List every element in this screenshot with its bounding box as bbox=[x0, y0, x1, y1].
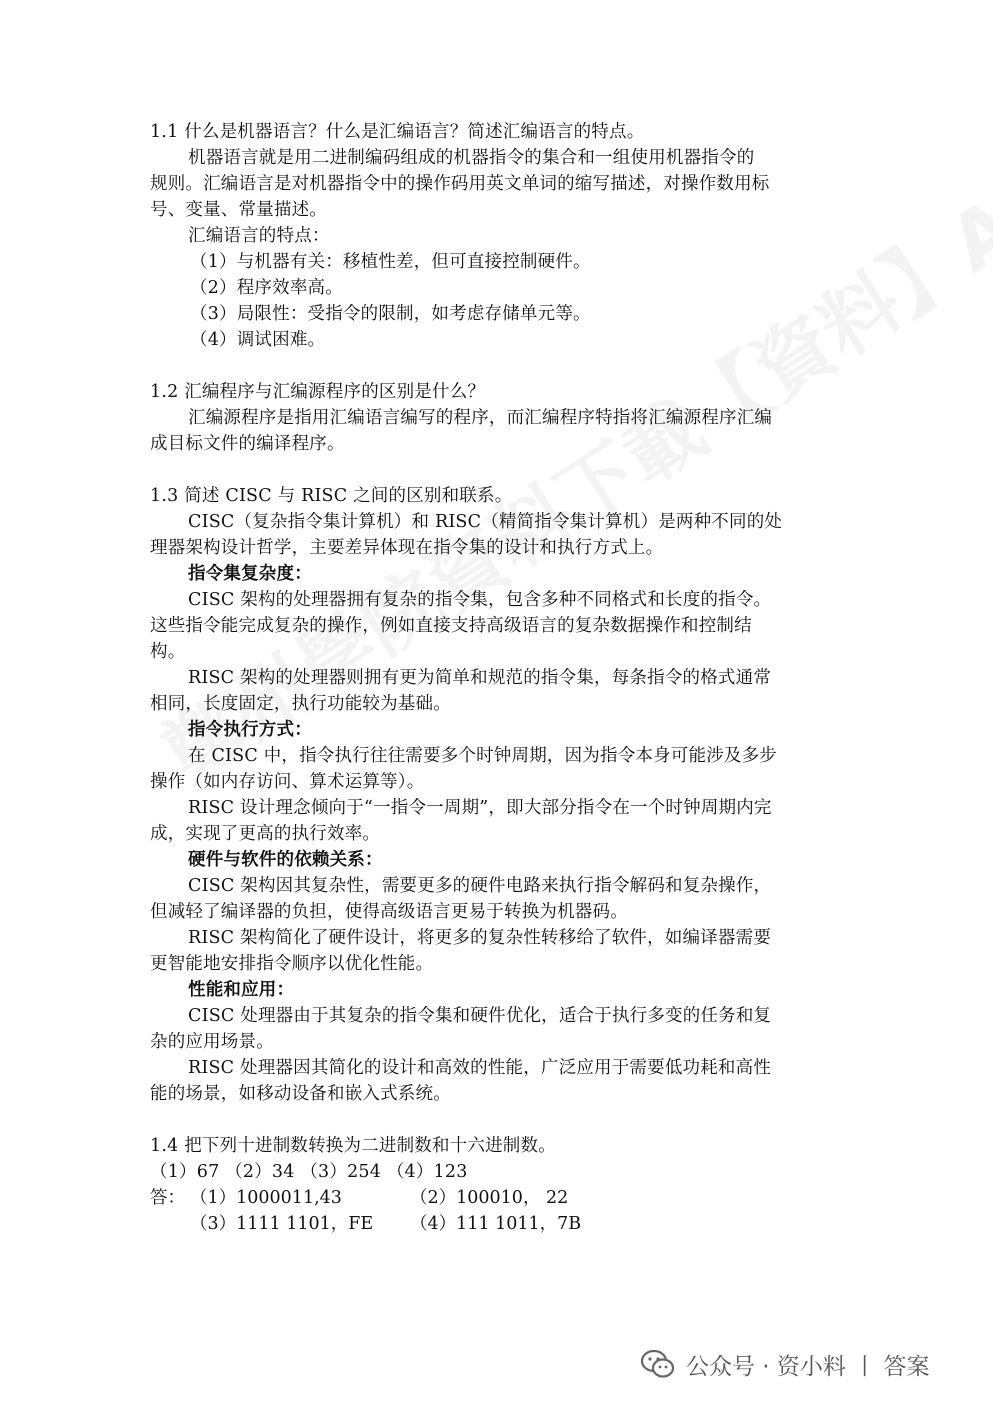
footer-text: 公众号 · 资小料 丨 答案 bbox=[686, 1353, 930, 1380]
q3-paragraph-line: RISC 处理器因其简化的设计和高效的性能，广泛应用于需要低功耗和高性 bbox=[188, 1058, 772, 1078]
question-4-title: 1.4 把下列十进制数转换为二进制数和十六进制数。 bbox=[150, 1136, 556, 1156]
q1-feature-item: （4）调试困难。 bbox=[190, 330, 326, 350]
q4-answer-row-2 bbox=[150, 1211, 845, 1237]
q3-paragraph-line: 但减轻了编译器的负担，使得高级语言更易于转换为机器码。 bbox=[150, 902, 628, 922]
q4-given-numbers: （1）67 （2）34 （3）254 （4）123 bbox=[150, 1162, 468, 1182]
q3-paragraph-line: 能的场景，如移动设备和嵌入式系统。 bbox=[150, 1084, 451, 1104]
q1-feature-item: （3）局限性：受指令的限制，如考虑存储单元等。 bbox=[190, 304, 591, 324]
q4-answer-label: 答： bbox=[150, 1188, 185, 1208]
q3-paragraph-line: 这些指令能完成复杂的操作，例如直接支持高级语言的复杂数据操作和控制结 bbox=[150, 616, 752, 636]
q1-feature-item: （2）程序效率高。 bbox=[190, 278, 343, 298]
document-content bbox=[150, 119, 845, 1237]
q3-heading-execution-mode: 指令执行方式： bbox=[188, 720, 312, 740]
q2-paragraph-line: 汇编源程序是指用汇编语言编写的程序，而汇编程序特指将汇编源程序汇编 bbox=[188, 408, 773, 428]
q2-paragraph-line: 成目标文件的编译程序。 bbox=[150, 434, 345, 454]
q3-paragraph-line: 操作（如内存访问、算术运算等）。 bbox=[150, 772, 425, 792]
q4-answer-2: （2）100010， 22 bbox=[410, 1188, 569, 1208]
q3-paragraph-line: 成，实现了更高的执行效率。 bbox=[150, 824, 381, 844]
q1-paragraph-line: 机器语言就是用二进制编码组成的机器指令的集合和一组使用机器指令的 bbox=[188, 148, 755, 168]
q3-paragraph-line: 相同，长度固定，执行功能较为基础。 bbox=[150, 694, 451, 714]
q3-paragraph-line: CISC 处理器由于其复杂的指令集和硬件优化，适合于执行多变的任务和复 bbox=[188, 1006, 772, 1026]
q4-answer-4: （4）111 1011，7B bbox=[410, 1214, 582, 1234]
q1-feature-item: （1）与机器有关：移植性差，但可直接控制硬件。 bbox=[190, 252, 591, 272]
q4-answer-3: （3）1111 1101，FE bbox=[190, 1214, 374, 1234]
q3-paragraph-line: RISC 架构简化了硬件设计，将更多的复杂性转移给了软件，如编译器需要 bbox=[188, 928, 772, 948]
q3-paragraph-line: RISC 架构的处理器则拥有更为简单和规范的指令集，每条指令的格式通常 bbox=[188, 668, 772, 688]
q3-paragraph-line: 构。 bbox=[150, 642, 186, 662]
q3-intro-line: CISC（复杂指令集计算机）和 RISC（精简指令集计算机）是两种不同的处 bbox=[188, 512, 783, 532]
wechat-icon bbox=[640, 1349, 676, 1379]
q3-heading-hw-sw-dependency: 硬件与软件的依赖关系： bbox=[188, 850, 383, 870]
q3-paragraph-line: 更智能地安排指令顺序以优化性能。 bbox=[150, 954, 434, 974]
q1-features-label: 汇编语言的特点： bbox=[188, 226, 330, 246]
q3-paragraph-line: CISC 架构的处理器拥有复杂的指令集，包含多种不同格式和长度的指令。 bbox=[188, 590, 772, 610]
q3-paragraph-line: 在 CISC 中，指令执行往往需要多个时钟周期，因为指令本身可能涉及多步 bbox=[188, 746, 778, 766]
question-1-title: 1.1 什么是机器语言？什么是汇编语言？简述汇编语言的特点。 bbox=[150, 122, 645, 142]
q3-paragraph-line: RISC 设计理念倾向于“一指令一周期”，即大部分指令在一个时钟周期内完 bbox=[188, 798, 772, 818]
question-2-title: 1.2 汇编程序与汇编源程序的区别是什么？ bbox=[150, 382, 486, 402]
footer-attribution bbox=[640, 1344, 930, 1384]
question-3-title: 1.3 简述 CISC 与 RISC 之间的区别和联系。 bbox=[150, 486, 513, 506]
q3-paragraph-line: CISC 架构因其复杂性，需要更多的硬件电路来执行指令解码和复杂操作， bbox=[188, 876, 772, 896]
q4-answer-1: （1）1000011,43 bbox=[190, 1188, 342, 1208]
q3-heading-performance-application: 性能和应用： bbox=[188, 980, 295, 1000]
q4-answer-row-1 bbox=[150, 1185, 845, 1211]
q1-paragraph-line: 规则。汇编语言是对机器指令中的操作码用英文单词的缩写描述，对操作数用标 bbox=[150, 174, 770, 194]
q3-intro-line: 理器架构设计哲学，主要差异体现在指令集的设计和执行方式上。 bbox=[150, 538, 664, 558]
q3-paragraph-line: 杂的应用场景。 bbox=[150, 1032, 274, 1052]
q3-heading-instruction-complexity: 指令集复杂度： bbox=[188, 564, 312, 584]
q1-paragraph-line: 号、变量、常量描述。 bbox=[150, 200, 327, 220]
